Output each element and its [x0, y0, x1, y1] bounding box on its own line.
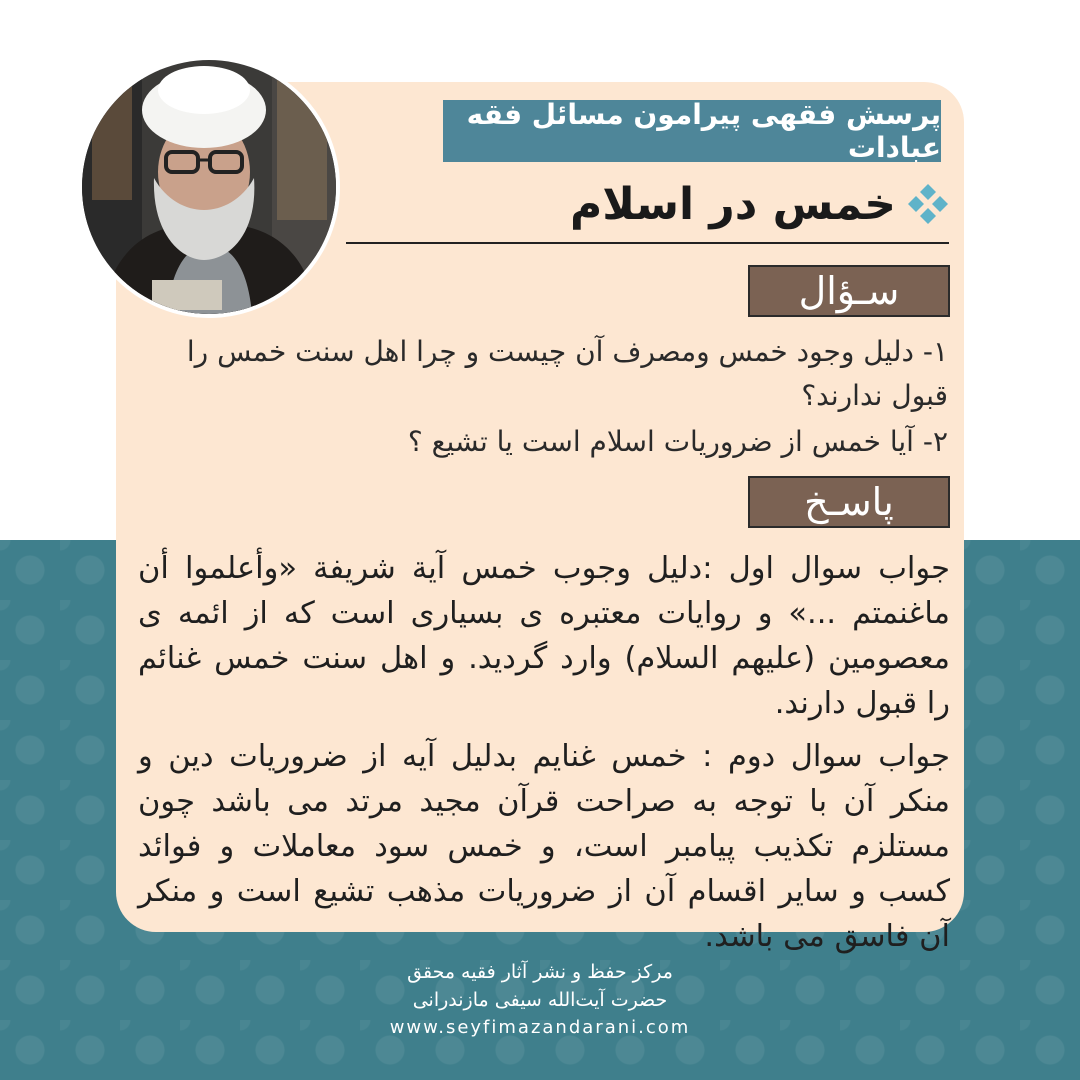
- scholar-portrait: [78, 56, 340, 318]
- question-item-2: ۲- آیا خمس از ضروریات اسلام است یا تشیع ؟: [407, 425, 948, 458]
- footer-credits: [340, 958, 740, 1042]
- footer-name-line: حضرت آیت‌الله سیفی مازندرانی: [412, 989, 668, 1011]
- series-title-banner: [443, 100, 941, 162]
- title-divider: [346, 242, 949, 244]
- answer-paragraph-1: جواب سوال اول :دلیل وجوب خمس آیة شریفة «وأعلموا أن ماغنمتم ...» و روایات معتبره ی بسیاری است که از ائمه ی معصومین (علیهم السلام) وارد گردید. و اهل سنت خمس غنائم را قبول دارند.: [138, 551, 950, 721]
- question-label-text: سـؤال: [798, 269, 900, 313]
- answer-label-text: پاسـخ: [804, 480, 894, 524]
- footer-website-link[interactable]: www.seyfimazandarani.com: [389, 1017, 691, 1038]
- question-item-1: ۱- دلیل وجود خمس ومصرف آن چیست و چرا اهل سنت خمس را قبول ندارند؟: [186, 335, 948, 412]
- page-title: خمس در اسلام: [570, 178, 896, 230]
- answer-paragraph-2: جواب سوال دوم : خمس غنایم بدلیل آیه از ضروریات دین و منکر آن با توجه به صراحت قرآن مجید مرتد می باشد چون مستلزم تکذیب پیامبر است، و خمس سود معاملات و فوائد کسب و سایر اقسام آن از ضروریات مذهب تشیع است و منکر آن فاسق می باشد.: [138, 739, 950, 954]
- page-title-row: [560, 172, 950, 236]
- series-title-text: پرسش فقهی پیرامون مسائل فقه عبادات: [466, 98, 941, 164]
- footer-org-line: مرکز حفظ و نشر آثار فقیه محقق: [407, 961, 673, 983]
- answer-label: [748, 476, 950, 528]
- diamond-cluster-icon: [906, 182, 950, 226]
- question-label: [748, 265, 950, 317]
